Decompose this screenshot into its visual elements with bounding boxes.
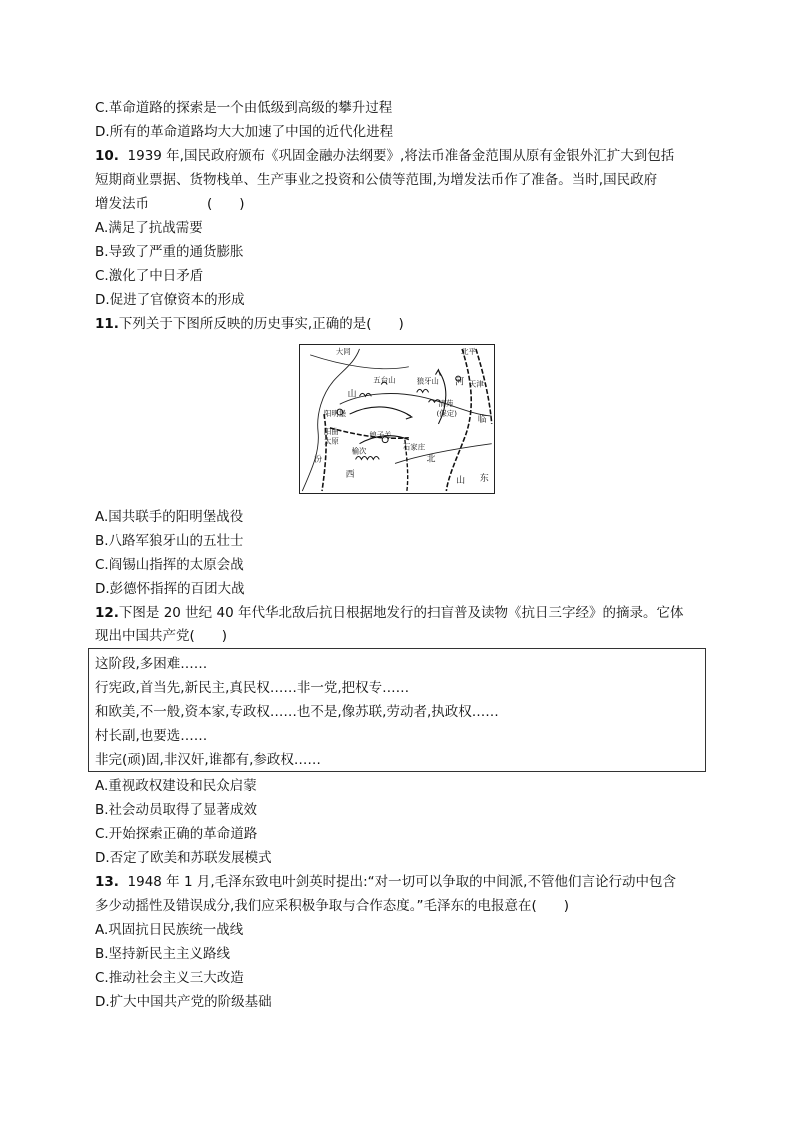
q13-stem-line-2: 多少动摇性及错误成分,我们应采积极争取与合作态度。”毛泽东的电报意在( ) — [95, 898, 570, 914]
q10-stem-line-1 — [95, 147, 674, 165]
q12-number: 12. — [95, 605, 119, 621]
map-label-niangziguan: 娘子关 — [369, 430, 392, 440]
map-svg — [300, 345, 494, 493]
excerpt-line-2: 行宪政,首当先,新民主,真民权……非一党,把权专…… — [95, 680, 410, 696]
q11-option-b[interactable]: B.八路军狼牙山的五壮士 — [95, 533, 244, 549]
q12-stem-line-2: 现出中国共产党( ) — [95, 628, 228, 644]
map-label-dong: 东 — [479, 474, 489, 485]
q10-option-d[interactable]: D.促进了官僚资本的形成 — [95, 292, 245, 308]
map-label-baoding: (保定) — [436, 409, 458, 419]
railway-tongpu — [322, 414, 326, 491]
map-label-wutaishan: 五台山 — [373, 375, 396, 385]
q10-stem-line-2: 短期商业票据、货物栈单、生产事业之投资和公债等范围,为增发法币作了准备。当时,国民政府 — [95, 172, 658, 188]
q12-option-d[interactable]: D.否定了欧美和苏联发展模式 — [95, 850, 272, 866]
map-label-yuci: 榆次 — [351, 446, 367, 456]
q11-option-d[interactable]: D.彭德怀指挥的百团大战 — [95, 581, 245, 597]
q10-option-b[interactable]: B.导致了严重的通货膨胀 — [95, 244, 244, 260]
q13-option-c[interactable]: C.推动社会主义三大改造 — [95, 970, 244, 986]
map-label-bei: 北 — [426, 454, 436, 465]
q10-option-a[interactable]: A.满足了抗战需要 — [95, 220, 203, 236]
map-label-yangmingbao: 阳明堡 — [323, 409, 347, 419]
river-sanggan — [310, 355, 409, 369]
excerpt-line-3: 和欧美,不一般,资本家,专政权……也不是,像苏联,劳动者,执政权…… — [95, 704, 499, 720]
map-label-yangqu: 阳曲 — [323, 426, 339, 436]
map-label-fen: 汾 — [314, 454, 322, 464]
q13-option-a[interactable]: A.巩固抗日民族统一战线 — [95, 922, 244, 938]
q11-number: 11. — [95, 316, 119, 332]
three-character-classic-excerpt-box — [88, 648, 706, 772]
map-label-beiping: 北平 — [461, 346, 476, 356]
q11-option-a[interactable]: A.国共联手的阳明堡战役 — [95, 509, 244, 525]
q10-option-c[interactable]: C.激化了中日矛盾 — [95, 268, 204, 284]
q13-number: 13. — [95, 874, 119, 890]
q11-stem-line — [95, 315, 404, 333]
excerpt-line-5: 非完(顽)固,非汉奸,谁都有,参政权…… — [95, 752, 321, 768]
q10-stem-text-1: 1939 年,国民政府颁布《巩固金融办法纲要》,将法币准备金范围从原有金银外汇扩大到包括 — [127, 148, 675, 164]
map-label-lin: 临 — [477, 414, 487, 425]
q9-option-d[interactable]: D.所有的革命道路均大大加速了中国的近代化进程 — [95, 124, 394, 140]
north-china-battle-map — [299, 344, 495, 494]
map-label-shan-dong-1: 山 — [456, 476, 466, 487]
map-label-datong: 大同 — [335, 346, 351, 356]
q12-option-c[interactable]: C.开始探索正确的革命道路 — [95, 826, 258, 842]
q10-answer-bracket[interactable]: ( ) — [207, 196, 245, 212]
q9-option-c[interactable]: C.革命道路的探索是一个由低级到高级的攀升过程 — [95, 100, 393, 116]
q12-option-b[interactable]: B.社会动员取得了显著成效 — [95, 802, 258, 818]
map-label-shan: 山 — [347, 389, 357, 400]
q12-option-a[interactable]: A.重视政权建设和民众启蒙 — [95, 778, 257, 794]
q10-stem-line-3 — [95, 195, 245, 213]
q13-stem-text-1: 1948 年 1 月,毛泽东致电叶剑英时提出:“对一切可以争取的中间派,不管他们言论行动中包含 — [127, 874, 676, 890]
river-hutuo — [340, 394, 492, 417]
railway-pinghan — [446, 349, 471, 491]
q11-stem-text: 下列关于下图所反映的历史事实,正确的是( ) — [118, 316, 404, 332]
excerpt-line-4: 村长副,也要选…… — [95, 728, 208, 744]
map-label-qingyuan: 清苑 — [438, 399, 454, 409]
q13-option-d[interactable]: D.扩大中国共产党的阶级基础 — [95, 994, 272, 1010]
excerpt-line-1: 这阶段,多困难…… — [95, 656, 208, 672]
q12-stem-line-1 — [95, 604, 683, 622]
map-label-tianjin: 天津 — [469, 379, 484, 389]
q12-stem-text-1: 下图是 20 世纪 40 年代华北敌后抗日根据地发行的扫盲普及读物《抗日三字经》的摘录。它体 — [118, 605, 684, 621]
q10-number: 10. — [95, 148, 119, 164]
map-label-taiyuan: 太原 — [323, 436, 339, 446]
q11-option-c[interactable]: C.阎锡山指挥的太原会战 — [95, 557, 244, 573]
map-label-shijiazhuang: 石家庄 — [402, 442, 426, 452]
q10-stem-text-3: 增发法币 — [95, 196, 149, 212]
q13-option-b[interactable]: B.坚持新民主主义路线 — [95, 946, 231, 962]
map-label-he: 河 — [455, 377, 465, 388]
map-label-xi: 西 — [345, 470, 355, 481]
q13-stem-line-1 — [95, 873, 676, 891]
map-label-langyashan: 狼牙山 — [416, 376, 439, 386]
